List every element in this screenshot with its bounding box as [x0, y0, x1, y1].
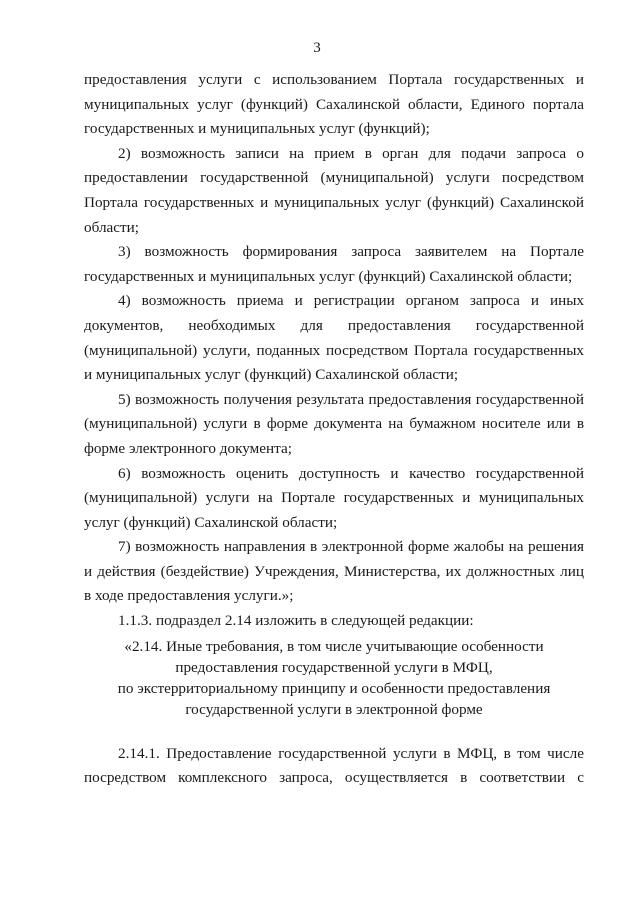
- spacer: [84, 720, 584, 742]
- paragraph-item-4: 4) возможность приема и регистрации органом запроса и иных документов, необходимых для предоставления государственной (муниципальной) услуги, поданных посредством Портала государственных и муниципальных услуг (функций) Сахалинской области;: [84, 292, 584, 384]
- section-heading-line: государственной услуги в электронной форме: [185, 700, 483, 718]
- section-heading-line: предоставления государственной услуги в МФЦ,: [175, 658, 493, 676]
- section-heading-line: по экстерриториальному принципу и особенности предоставления: [117, 679, 551, 697]
- section-heading-line: «2.14. Иные требования, в том числе учитывающие особенности: [124, 637, 544, 655]
- paragraph-item-3: 3) возможность формирования запроса заявителем на Портале государственных и муниципальных услуг (функций) Сахалинской области;: [84, 243, 584, 285]
- paragraph-item-2: 2) возможность записи на прием в орган для подачи запроса о предоставлении государственной (муниципальной) услуги посредством Портала государственных и муниципальных услуг (функций) Сахалинской области;: [84, 144, 584, 236]
- paragraph-amendment: 1.1.3. подраздел 2.14 изложить в следующей редакции:: [118, 612, 474, 630]
- section-heading: [84, 636, 584, 720]
- document-body: [84, 68, 584, 791]
- paragraph-2-14-1: 2.14.1. Предоставление государственной услуги в МФЦ, в том числе посредством комплексного запроса, осуществляется в соответствии с: [84, 744, 584, 787]
- paragraph-continuation: предоставления услуги с использованием Портала государственных и муниципальных услуг (функций) Сахалинской области, Единого портала государственных и муниципальных услуг (функций);: [84, 71, 584, 138]
- paragraph-item-5: 5) возможность получения результата предоставления государственной (муниципальной) услуги в форме документа на бумажном носителе или в форме электронного документа;: [84, 390, 584, 457]
- paragraph-item-6: 6) возможность оценить доступность и качество государственной (муниципальной) услуги на Портале государственных и муниципальных услуг (функций) Сахалинской области;: [84, 464, 584, 531]
- page-number: 3: [313, 40, 321, 56]
- paragraph-item-7: 7) возможность направления в электронной форме жалобы на решения и действия (бездействие) Учреждения, Министерства, их должностных лиц в ходе предоставления услуги.»;: [84, 538, 584, 605]
